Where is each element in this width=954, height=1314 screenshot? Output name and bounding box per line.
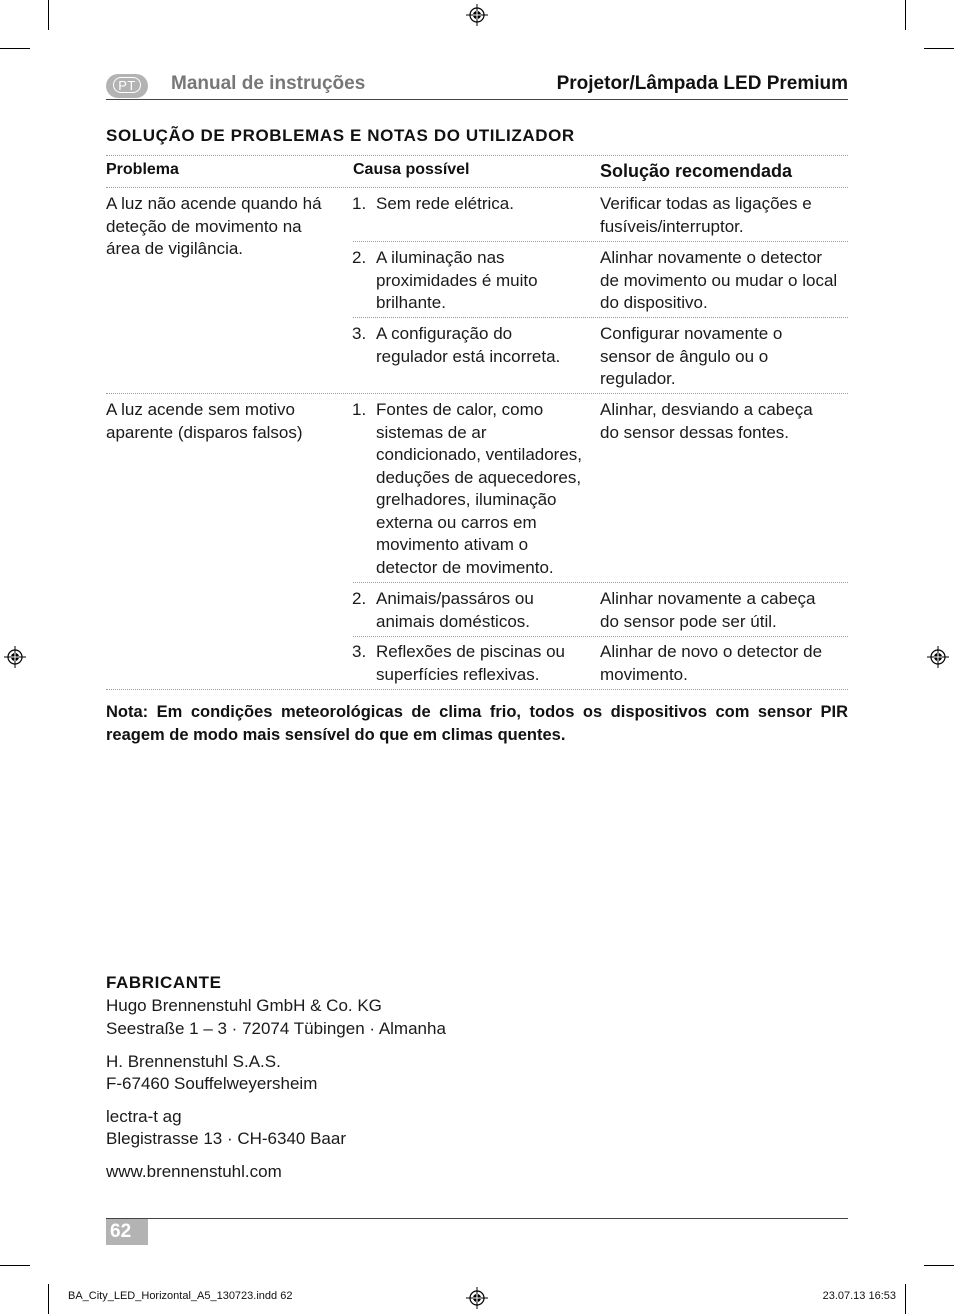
crop-mark [905,1284,906,1314]
header-cause: Causa possível [353,161,470,178]
crop-mark [0,1265,30,1266]
registration-mark-icon [466,4,488,26]
page-number: 62 [106,1219,148,1245]
cause-number: 1. [352,194,367,213]
header-rule [106,99,848,100]
solution-cell: Alinhar de novo o detector de movimento. [600,642,823,684]
cause-cell: Sem rede elétrica. [376,194,514,213]
table-rule [353,636,848,637]
solution-cell: Alinhar, desviando a cabeça do sensor dessas fontes. [600,400,813,442]
solution-cell: Alinhar novamente o detector de movimento ou mudar o local do dispositivo. [600,248,838,312]
language-badge-ring [113,77,141,93]
registration-mark-icon [466,1287,488,1309]
crop-mark [905,0,906,30]
registration-mark-icon [4,646,26,668]
cause-number: 2. [352,248,367,267]
table-rule [106,689,848,690]
cause-number: 3. [352,324,367,343]
solution-cell: Verificar todas as ligações e fusíveis/interruptor. [600,194,812,236]
problem-cell: A luz não acende quando há deteção de movimento na área de vigilância. [106,194,322,258]
crop-mark [924,48,954,49]
cause-cell: A configuração do regulador está incorreta. [376,324,561,366]
note-text: Nota: Em condições meteorológicas de clima frio, todos os dispositivos com sensor PIR reagem de modo mais sensível do que em climas quentes. [106,703,848,744]
crop-mark [48,0,49,30]
cause-cell: Reflexões de piscinas ou superfícies reflexivas. [376,642,566,684]
footer-rule [106,1218,848,1219]
table-rule [106,393,848,394]
table-rule [106,187,848,188]
cause-cell: Animais/passáros ou animais domésticos. [376,589,534,631]
cause-cell: A iluminação nas proximidades é muito brilhante. [376,248,538,312]
cause-number: 1. [352,400,367,419]
manufacturer-line: Blegistrasse 13 · CH-6340 Baar [106,1129,347,1148]
solution-cell: Alinhar novamente a cabeça do sensor pode ser útil. [600,589,816,631]
cause-number: 3. [352,642,367,661]
problem-cell: A luz acende sem motivo aparente (disparos falsos) [106,400,303,442]
cause-cell: Fontes de calor, como sistemas de ar condicionado, ventiladores, deduções de aquecedores, grelhadores, iluminação externa ou carros em movimento ativam o detector de movimento. [376,400,583,577]
manufacturer-line: Seestraße 1 – 3 · 72074 Tübingen · Almanha [106,1019,446,1038]
table-rule [106,155,848,156]
manufacturer-line: lectra-t ag [106,1107,182,1126]
solution-cell: Configurar novamente o sensor de ângulo ou o regulador. [600,324,783,388]
cause-number: 2. [352,589,367,608]
section-title: SOLUÇÃO DE PROBLEMAS E NOTAS DO UTILIZADOR [106,126,575,145]
language-badge [106,74,148,98]
website-link[interactable]: www.brennenstuhl.com [106,1162,282,1181]
manual-title: Manual de instruções [171,73,366,94]
table-rule [353,582,848,583]
product-title: Projetor/Lâmpada LED Premium [556,73,848,94]
manufacturer-line: F-67460 Souffelweyersheim [106,1074,318,1093]
manufacturer-line: H. Brennenstuhl S.A.S. [106,1052,281,1071]
slug-datetime: 23.07.13 16:53 [822,1290,896,1302]
slug-file: BA_City_LED_Horizontal_A5_130723.indd 62 [68,1290,293,1302]
table-rule [353,317,848,318]
header-solution: Solução recomendada [600,161,793,181]
registration-mark-icon [927,646,949,668]
crop-mark [48,1284,49,1314]
crop-mark [0,48,30,49]
header-problem: Problema [106,161,179,178]
manufacturer-line: Hugo Brennenstuhl GmbH & Co. KG [106,996,382,1015]
manufacturer-title: FABRICANTE [106,973,222,992]
crop-mark [924,1265,954,1266]
table-rule [353,241,848,242]
language-code: PT [118,78,136,93]
